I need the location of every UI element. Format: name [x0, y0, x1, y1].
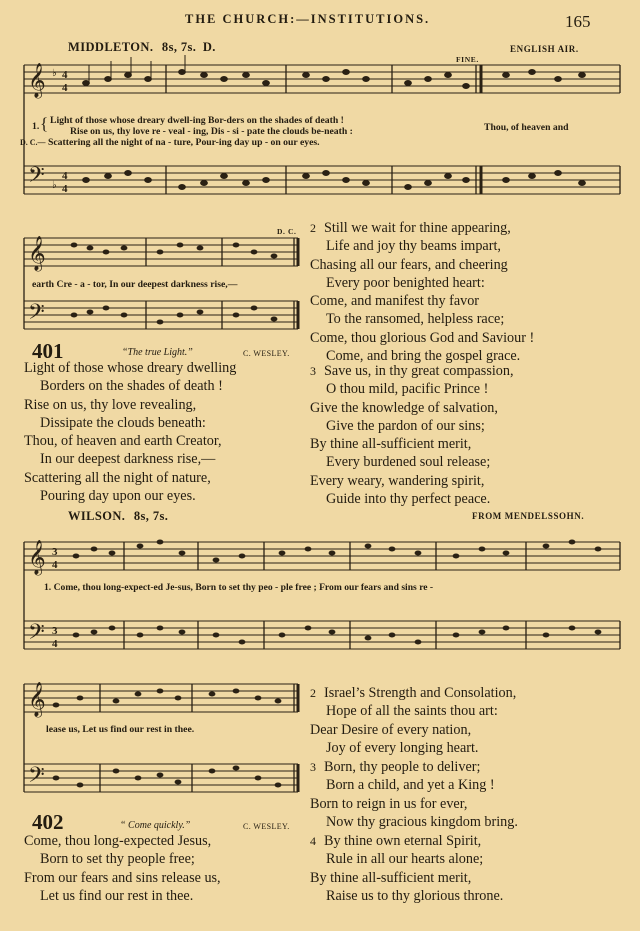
stanza-401-2: 2 Still we wait for thine appearing, Life and joy thy beams impart, Chasing all our fears, and cheering Every poor benighted heart: Come, and manifest thy favor To the ransomed, helpless race; Come, thou glorious God and Saviour ! Come, and bring the gospel grace. — [310, 220, 535, 365]
svg-text:3: 3 — [52, 625, 58, 637]
lyric-line-4: earth Cre - a - tor, In our deepest darkness rise,— — [32, 279, 238, 290]
wilson-lyric-line-2: lease us, Let us find our rest in thee. — [46, 724, 195, 735]
svg-text:♭: ♭ — [52, 180, 57, 191]
svg-text:𝄞: 𝄞 — [28, 236, 46, 271]
svg-text:𝄢: 𝄢 — [28, 163, 45, 193]
stanza-402-2: 2 Israel’s Strength and Consolation, Hope of all the saints thou art: Dear Desire of every nation, Joy of every longing heart. — [310, 685, 517, 756]
tune-source-wilson: FROM MENDELSSOHN. — [472, 511, 585, 521]
svg-text:𝄢: 𝄢 — [28, 300, 45, 330]
hymn-title-402: “ Come quickly.” — [120, 820, 191, 831]
wilson-lyric-line-1: 1. Come, thou long-expect-ed Je-sus, Born to set thy peo - ple free ; From our fears and sins re - — [44, 582, 434, 593]
hymn-title-401: “The true Light.” — [122, 347, 193, 358]
stanza-402-3: 3 Born, thy people to deliver; Born a child, and yet a King ! Born to reign in us for ever, Now thy gracious kingdom bring. — [310, 759, 518, 830]
svg-text:4: 4 — [62, 183, 68, 195]
svg-text:𝄞: 𝄞 — [28, 540, 46, 575]
staff-system-wilson-1 — [20, 522, 630, 672]
hymn-number-402: 402 — [32, 810, 64, 834]
hymn-number-401: 401 — [32, 339, 64, 363]
lyric-line-3: D. C.— Scattering all the night of na - ture, Pour-ing day up - on our eyes. — [20, 137, 320, 148]
svg-text:3: 3 — [52, 546, 58, 558]
fine-marking: FINE. — [456, 55, 479, 64]
running-head: THE CHURCH:—INSTITUTIONS. — [185, 12, 431, 26]
svg-text:4: 4 — [52, 638, 58, 650]
stanza-401-1: Light of those whose dreary dwelling Borders on the shades of death ! Rise on us, thy love revealing, Dissipate the clouds beneath: Thou, of heaven and earth Creator, In our deepest darkness rise,— Scattering all the night of nature, Pouring day upon our eyes. — [24, 360, 237, 505]
staff-system-wilson-2 — [20, 672, 305, 812]
svg-text:4: 4 — [62, 82, 68, 94]
tune-title-wilson: WILSON. 8s, 7s. — [68, 509, 169, 523]
stanza-402-4: 4 By thine own eternal Spirit, Rule in all our hearts alone; By thine all-sufficient merit, Raise us to thy glorious throne. — [310, 833, 504, 904]
tune-title-middleton: MIDDLETON. 8s, 7s. D. — [68, 40, 216, 54]
svg-text:4: 4 — [62, 170, 68, 182]
svg-text:𝄢: 𝄢 — [28, 620, 45, 650]
svg-text:𝄞: 𝄞 — [28, 63, 46, 98]
page-number: 165 — [565, 12, 591, 31]
hymn-author-402: C. WESLEY. — [243, 822, 290, 831]
svg-text:♭: ♭ — [52, 68, 57, 79]
svg-text:𝄢: 𝄢 — [28, 763, 45, 793]
lyric-line-2-cont: Thou, of heaven and — [484, 122, 569, 133]
svg-text:4: 4 — [52, 559, 58, 571]
hymn-author-401: C. WESLEY. — [243, 349, 290, 358]
svg-text:4: 4 — [62, 69, 68, 81]
stanza-401-3: 3 Save us, in thy great compassion, O thou mild, pacific Prince ! Give the knowledge of salvation, Give the pardon of our sins; By thine all-sufficient merit, Every burdened soul release; Every weary, wandering spirit, Guide into thy perfect peace. — [310, 363, 514, 508]
svg-text:𝄞: 𝄞 — [28, 682, 46, 717]
dc-marking: D. C. — [277, 227, 297, 236]
tune-source-middleton: ENGLISH AIR. — [510, 44, 579, 54]
lyric-line-2: Rise on us, thy love re - veal - ing, Dis - si - pate the clouds be-neath : — [70, 126, 353, 137]
stanza-402-1: Come, thou long-expected Jesus, Born to set thy people free; From our fears and sins release us, Let us find our rest in thee. — [24, 833, 221, 904]
lyric-line-1: 1. { Light of those whose dreary dwell-ing Bor-ders on the shades of death ! — [32, 114, 344, 133]
